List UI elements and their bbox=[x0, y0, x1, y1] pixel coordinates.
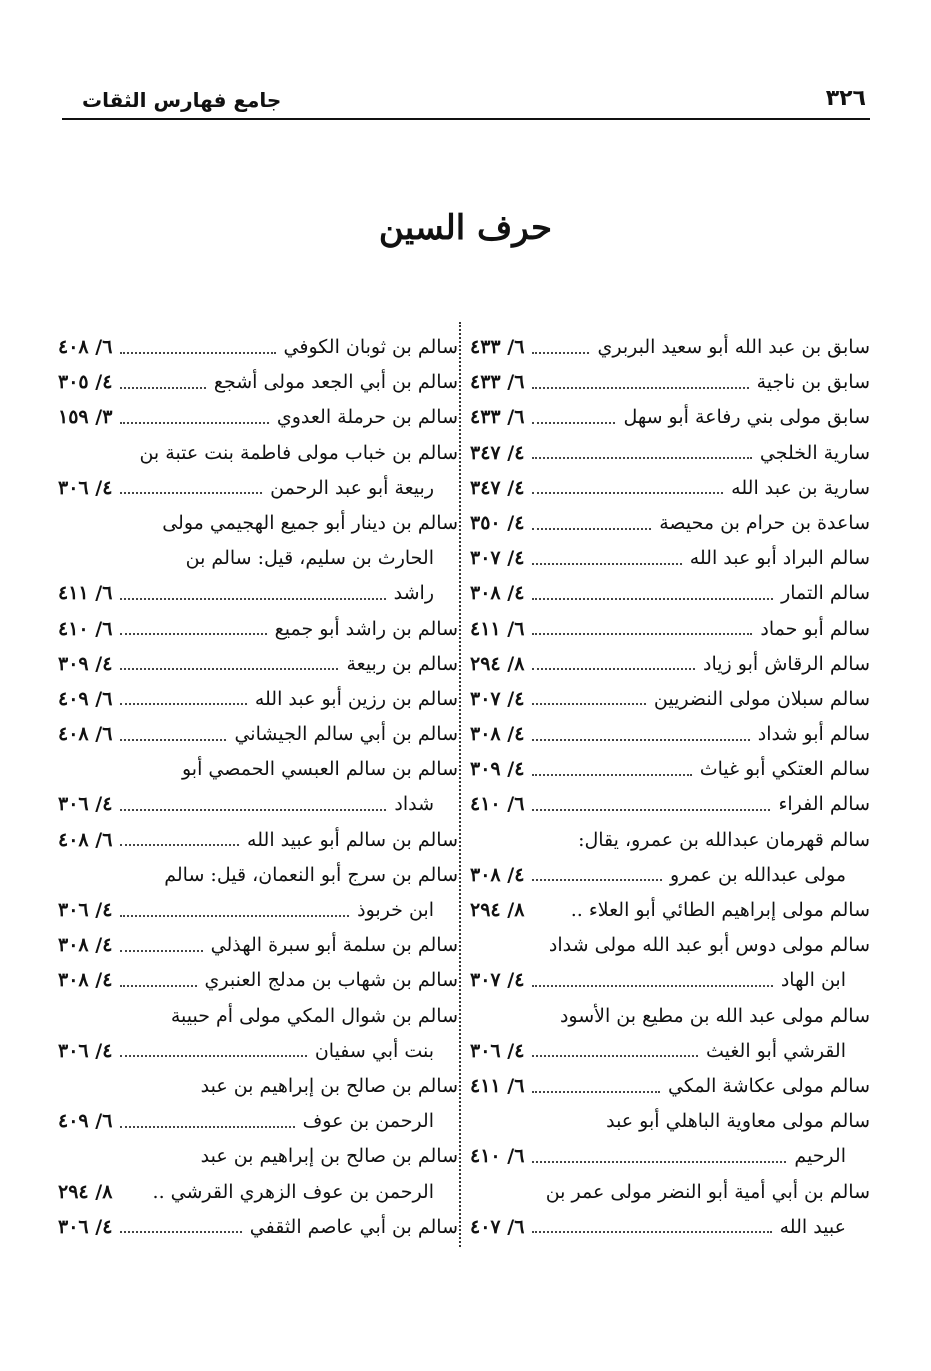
entry-name: سالم بن صالح بن إبراهيم بن عبد bbox=[200, 1074, 458, 1097]
index-entry bbox=[58, 963, 458, 998]
entry-name: سالم بن شوال المكي مولى أم حبيبة bbox=[170, 1004, 458, 1027]
entry-reference: ٤/ ٣٠٧ bbox=[470, 969, 525, 992]
leader-dots bbox=[532, 528, 651, 530]
index-entry bbox=[470, 999, 870, 1034]
entry-reference: ٤/ ٣٠٦ bbox=[58, 1039, 113, 1062]
entry-name: سالم البراد أبو عبد الله bbox=[689, 547, 870, 570]
entry-name: سالم الفراء bbox=[778, 793, 870, 816]
entry-name: سالم مولى عكاشة المكي bbox=[668, 1074, 870, 1097]
entry-reference: ٤/ ٣٠٦ bbox=[58, 1215, 113, 1238]
entry-name: ابن خربوذ bbox=[357, 899, 434, 921]
entry-reference: ٨/ ٢٩٤ bbox=[470, 899, 525, 921]
entry-reference: ٨/ ٢٩٤ bbox=[470, 652, 525, 675]
entry-name: مولى عبدالله بن عمرو bbox=[669, 863, 846, 886]
entry-name: سارية الخلجي bbox=[759, 441, 870, 464]
entry-name: سابق بن ناجية bbox=[756, 371, 870, 394]
leader-dots bbox=[532, 879, 662, 881]
index-entry bbox=[58, 1139, 458, 1174]
entry-reference: ٤/ ٣٤٧ bbox=[470, 476, 525, 499]
entry-name: سالم مولى إبراهيم الطائي أبو العلاء .. bbox=[570, 899, 870, 921]
leader-dots bbox=[532, 739, 749, 741]
entry-name: شداد bbox=[394, 793, 434, 816]
entry-name: سالم بن شهاب بن مدلج العنبري bbox=[204, 969, 458, 992]
entry-reference: ٤/ ٣٥٠ bbox=[470, 511, 525, 534]
entry-name: سالم بن حرملة العدوي bbox=[276, 406, 458, 429]
entry-reference: ٤/ ٣٠٨ bbox=[58, 934, 113, 957]
index-entry bbox=[58, 400, 458, 435]
index-entry bbox=[470, 471, 870, 506]
index-entry bbox=[58, 576, 458, 611]
leader-dots bbox=[120, 668, 338, 670]
entry-name: سالم الرقاش أبو زياد bbox=[703, 652, 870, 675]
index-entry bbox=[58, 365, 458, 400]
entry-name: سالم بن راشد أبو جميع bbox=[274, 617, 458, 640]
leader-dots bbox=[120, 1126, 294, 1128]
leader-dots bbox=[532, 985, 772, 987]
entry-name: سالم بن خباب مولى فاطمة بنت عتبة بن bbox=[139, 441, 458, 464]
entry-reference: ٦/ ٤١٠ bbox=[470, 1145, 525, 1168]
entry-reference: ٦/ ٤٠٨ bbox=[58, 828, 113, 851]
index-entry bbox=[470, 717, 870, 752]
entry-name: الرحمن بن عوف الزهري القرشي .. bbox=[152, 1180, 434, 1203]
index-entry bbox=[470, 787, 870, 822]
entry-reference: ٦/ ٤٠٩ bbox=[58, 1110, 113, 1133]
leader-dots bbox=[120, 844, 239, 846]
entry-reference: ٤/ ٣٠٦ bbox=[58, 476, 113, 499]
index-entry bbox=[58, 330, 458, 365]
entry-name: ابن الهاد bbox=[780, 969, 846, 992]
entry-name: ساعدة بن حرام بن محيصة bbox=[659, 511, 870, 534]
index-entry bbox=[470, 858, 870, 893]
entry-name: سالم بن سرج أبو النعمان، قيل: سالم bbox=[164, 863, 458, 886]
index-column-left bbox=[58, 330, 458, 1245]
entry-name: سالم بن سالم العبسي الحمصي أبو bbox=[181, 758, 458, 781]
section-title: حرف السين bbox=[378, 208, 553, 248]
index-entry bbox=[470, 1139, 870, 1174]
entry-name: سالم قهرمان عبدالله بن عمرو، يقال: bbox=[578, 828, 870, 851]
index-entry bbox=[470, 1034, 870, 1069]
entry-reference: ٤/ ٣٠٦ bbox=[470, 1039, 525, 1062]
leader-dots bbox=[120, 352, 275, 354]
index-entry bbox=[58, 682, 458, 717]
index-entry bbox=[58, 823, 458, 858]
leader-dots bbox=[532, 1161, 786, 1163]
page-number: ٣٢٦ bbox=[825, 86, 866, 111]
entry-name: الرحيم bbox=[794, 1145, 846, 1168]
entry-reference: ٤/ ٣٠٨ bbox=[470, 582, 525, 605]
entry-reference: ٦/ ٤١١ bbox=[470, 1074, 525, 1097]
index-entry bbox=[470, 647, 870, 682]
entry-name: سابق مولى بني رفاعة أبو سهل bbox=[623, 406, 870, 429]
entry-name: سالم بن أبي عاصم الثقفي bbox=[249, 1215, 458, 1238]
leader-dots bbox=[120, 422, 268, 424]
entry-reference: ٦/ ٤١١ bbox=[470, 617, 525, 640]
entry-reference: ٦/ ٤١١ bbox=[58, 582, 113, 605]
index-column-right bbox=[470, 330, 870, 1245]
leader-dots bbox=[532, 598, 773, 600]
leader-dots bbox=[120, 950, 202, 952]
entry-reference: ٤/ ٣٠٨ bbox=[58, 969, 113, 992]
entry-name: سالم العتكي أبو غياث bbox=[699, 758, 870, 781]
index-entry bbox=[470, 400, 870, 435]
leader-dots bbox=[532, 1231, 771, 1233]
leader-dots bbox=[532, 774, 691, 776]
entry-reference: ٤/ ٣٠٦ bbox=[58, 899, 113, 921]
entry-name: سالم مولى عبد الله بن مطيع بن الأسود bbox=[559, 1004, 870, 1027]
entry-name: سالم بن دينار أبو جميع الهجيمي مولى bbox=[162, 511, 458, 534]
entry-name: سالم أبو شداد bbox=[757, 723, 870, 746]
entry-reference: ٤/ ٣٠٧ bbox=[470, 687, 525, 710]
entry-name: عبيد الله bbox=[779, 1215, 846, 1238]
entry-reference: ٤/ ٣٠٩ bbox=[470, 758, 525, 781]
entry-name: سالم بن صالح بن إبراهيم بن عبد bbox=[200, 1145, 458, 1168]
entry-reference: ٦/ ٤٣٣ bbox=[470, 406, 525, 429]
index-entry bbox=[58, 717, 458, 752]
index-entry bbox=[58, 1069, 458, 1104]
leader-dots bbox=[120, 492, 262, 494]
index-entry bbox=[58, 647, 458, 682]
entry-reference: ٦/ ٤١٠ bbox=[58, 617, 113, 640]
entry-name: سابق بن عبد الله أبو سعيد البربري bbox=[597, 336, 870, 358]
column-divider bbox=[459, 322, 461, 1247]
entry-name: سالم بن أبي الجعد مولى أشجع bbox=[213, 371, 458, 394]
leader-dots bbox=[120, 1231, 241, 1233]
leader-dots bbox=[120, 1055, 306, 1057]
leader-dots bbox=[120, 739, 226, 741]
index-entry bbox=[470, 576, 870, 611]
index-entry bbox=[58, 1104, 458, 1139]
index-entry bbox=[58, 612, 458, 647]
entry-name: سالم بن ربيعة bbox=[346, 652, 458, 675]
index-entry bbox=[58, 893, 458, 928]
leader-dots bbox=[120, 703, 246, 705]
leader-dots bbox=[120, 387, 205, 389]
entry-name: سالم بن أبي سالم الجيشاني bbox=[234, 723, 458, 746]
index-entry bbox=[470, 963, 870, 998]
leader-dots bbox=[532, 422, 615, 424]
entry-reference: ٣/ ١٥٩ bbox=[58, 406, 113, 429]
entry-name: سالم بن رزين أبو عبد الله bbox=[254, 687, 458, 710]
leader-dots bbox=[532, 1091, 660, 1093]
index-entry bbox=[58, 471, 458, 506]
leader-dots bbox=[532, 1055, 698, 1057]
index-entry bbox=[470, 436, 870, 471]
leader-dots bbox=[120, 633, 266, 635]
leader-dots bbox=[532, 563, 681, 565]
entry-name: القرشي أبو الغيث bbox=[705, 1039, 846, 1062]
index-entry bbox=[470, 752, 870, 787]
entry-name: سالم بن ثوبان الكوفي bbox=[283, 336, 458, 358]
entry-reference: ٨/ ٢٩٤ bbox=[58, 1180, 113, 1203]
index-entry bbox=[58, 541, 458, 576]
index-entry bbox=[470, 1104, 870, 1139]
leader-dots bbox=[120, 915, 349, 917]
entry-name: سالم بن سالم أبو عبيد الله bbox=[247, 828, 458, 851]
index-entry bbox=[58, 928, 458, 963]
entry-reference: ٦/ ٤٠٩ bbox=[58, 687, 113, 710]
index-entry bbox=[470, 612, 870, 647]
entry-name: سالم التمار bbox=[781, 582, 870, 605]
entry-reference: ٦/ ٤٣٣ bbox=[470, 336, 525, 358]
book-title: جامع فهارس الثقات bbox=[82, 88, 282, 112]
entry-reference: ٤/ ٣٠٥ bbox=[58, 371, 113, 394]
index-entry bbox=[470, 928, 870, 963]
entry-name: سالم سبلان مولى النضريين bbox=[653, 687, 870, 710]
entry-name: راشد bbox=[393, 582, 434, 605]
entry-reference: ٤/ ٣٠٧ bbox=[470, 547, 525, 570]
leader-dots bbox=[532, 492, 723, 494]
entry-name: سالم مولى معاوية الباهلي أبو عبد bbox=[606, 1110, 870, 1133]
entry-reference: ٤/ ٣٠٩ bbox=[58, 652, 113, 675]
index-entry bbox=[58, 999, 458, 1034]
index-entry bbox=[470, 682, 870, 717]
entry-reference: ٦/ ٤١٠ bbox=[470, 793, 525, 816]
index-entry bbox=[470, 1175, 870, 1210]
entry-reference: ٤/ ٣٠٨ bbox=[470, 723, 525, 746]
index-entry bbox=[58, 436, 458, 471]
leader-dots bbox=[532, 457, 751, 459]
leader-dots bbox=[120, 809, 386, 811]
leader-dots bbox=[532, 352, 589, 354]
entry-reference: ٦/ ٤٠٧ bbox=[470, 1215, 525, 1238]
entry-reference: ٤/ ٣٠٦ bbox=[58, 793, 113, 816]
index-entry bbox=[470, 893, 870, 928]
leader-dots bbox=[120, 598, 385, 600]
index-entry bbox=[58, 506, 458, 541]
entry-name: سارية بن عبد الله bbox=[731, 476, 870, 499]
entry-name: الحارث بن سليم، قيل: سالم بن bbox=[185, 547, 434, 570]
index-entry bbox=[58, 1175, 458, 1210]
entry-name: سالم مولى دوس أبو عبد الله مولى شداد bbox=[548, 934, 870, 957]
entry-reference: ٤/ ٣٠٨ bbox=[470, 863, 525, 886]
entry-reference: ٦/ ٤٣٣ bbox=[470, 371, 525, 394]
index-entry bbox=[58, 752, 458, 787]
entry-name: الرحمن بن عوف bbox=[302, 1110, 434, 1133]
entry-reference: ٦/ ٤٠٨ bbox=[58, 723, 113, 746]
leader-dots bbox=[532, 668, 695, 670]
index-entry bbox=[470, 1210, 870, 1245]
index-entry bbox=[470, 823, 870, 858]
entry-name: بنت أبي سفيان bbox=[314, 1039, 434, 1062]
leader-dots bbox=[120, 985, 196, 987]
entry-name: سالم أبو حماد bbox=[760, 617, 870, 640]
index-entry bbox=[470, 330, 870, 365]
entry-name: سالم بن سلمة أبو سبرة الهذلي bbox=[210, 934, 458, 957]
leader-dots bbox=[532, 633, 752, 635]
leader-dots bbox=[532, 703, 646, 705]
index-entry bbox=[470, 365, 870, 400]
index-entry bbox=[470, 506, 870, 541]
page-header bbox=[62, 86, 870, 120]
leader-dots bbox=[532, 809, 770, 811]
index-entry bbox=[470, 1069, 870, 1104]
index-entry bbox=[58, 1210, 458, 1245]
entry-reference: ٤/ ٣٤٧ bbox=[470, 441, 525, 464]
entry-name: سالم بن أبي أمية أبو النضر مولى عمر بن bbox=[545, 1180, 870, 1203]
entry-reference: ٦/ ٤٠٨ bbox=[58, 336, 113, 358]
index-entry bbox=[470, 541, 870, 576]
index-entry bbox=[58, 1034, 458, 1069]
index-entry bbox=[58, 858, 458, 893]
entry-name: ربيعة أبو عبد الرحمن bbox=[270, 476, 434, 499]
index-entry bbox=[58, 787, 458, 822]
leader-dots bbox=[532, 387, 748, 389]
